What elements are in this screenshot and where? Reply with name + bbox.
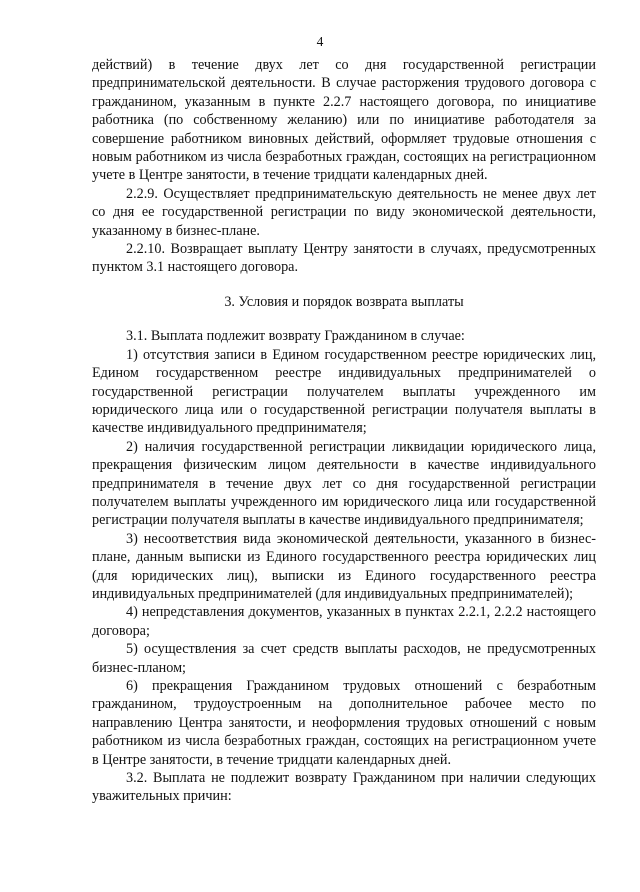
paragraph-continuation: действий) в течение двух лет со дня государственной регистрации предпринимательской деятельности. В случае расторжения трудового договора с гражданином, указанным в пункте 2.2.7 настоящего договора, по инициативе работника (по собственному желанию) или по инициативе работодателя за совершение работником виновных действий, оформляет трудовые отношения с новым работником из числа безработных граждан, состоящих на регистрационном учете в Центре занятости, в течение тридцати календарных дней. (92, 57, 596, 184)
list-item-5: 5) осуществления за счет средств выплаты расходов, не предусмотренных бизнес-планом; (92, 641, 596, 676)
paragraph-3-2: 3.2. Выплата не подлежит возврату Гражданином при наличии следующих уважительных причин: (92, 770, 596, 805)
list-item-2: 2) наличия государственной регистрации ликвидации юридического лица, прекращения физическим лицом деятельности в качестве индивидуального предпринимателя в течение двух лет со дня государственной регистрации получателем выплаты учрежденного им юридического лица или государственной регистрации получателя выплаты в качестве индивидуального предпринимателя; (92, 438, 596, 529)
paragraph-2-2-10: 2.2.10. Возвращает выплату Центру занятости в случаях, предусмотренных пунктом 3.1 настоящего договора. (92, 241, 596, 276)
list-item-6: 6) прекращения Гражданином трудовых отношений с безработным гражданином, трудоустроенным на дополнительное рабочее место по направлению Центра занятости, и неоформления трудовых отношений с новым работником из числа безработных граждан, состоящих на регистрационном учете в Центре занятости, в течение тридцати календарных дней. (92, 678, 596, 768)
paragraph-3-1: 3.1. Выплата подлежит возврату Гражданином в случае: (126, 328, 465, 345)
section-heading: 3. Условия и порядок возврата выплаты (224, 293, 464, 310)
list-item-1: 1) отсутствия записи в Едином государственном реестре юридических лиц, Едином государственном реестре индивидуальных предпринимателей о государственной регистрации получателем выплаты учрежденного им юридического лица или о государственной регистрации получателя выплаты в качестве индивидуального предпринимателя; (92, 346, 596, 437)
document-body (92, 56, 596, 806)
page-number: 4 (316, 34, 324, 49)
list-item-3: 3) несоответствия вида экономической деятельности, указанного в бизнес-плане, данным выписки из Единого государственного реестра юридических лиц (для юридических лиц), выписки из Единого государственного реестра индивидуальных предпринимателей (для индивидуальных предпринимателей); (92, 530, 596, 602)
paragraph-2-2-9: 2.2.9. Осуществляет предпринимательскую деятельность не менее двух лет со дня ее государственной регистрации по виду экономической деятельности, указанному в бизнес-плане. (92, 185, 596, 239)
list-item-4: 4) непредставления документов, указанных в пунктах 2.2.1, 2.2.2 настоящего договора; (92, 604, 596, 639)
